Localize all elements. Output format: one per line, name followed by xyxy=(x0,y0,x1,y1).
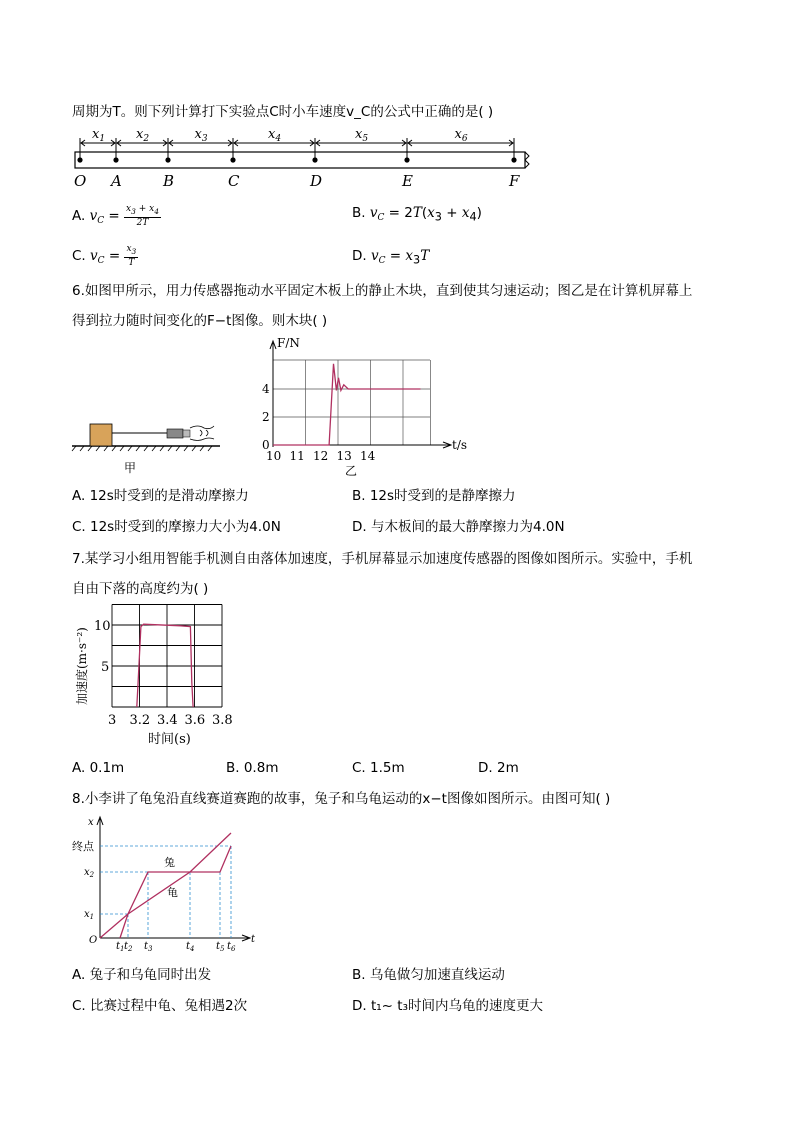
q7-option-a[interactable]: A. 0.1m xyxy=(72,760,125,776)
y-tick-label: 4 xyxy=(262,382,270,396)
tortoise-series-line xyxy=(100,833,231,938)
q5-stem: 周期为T。则下列计算打下实验点C时小车速度v_C的公式中正确的是( ) xyxy=(72,104,494,120)
x-tick-label: 10 xyxy=(266,449,282,463)
force-time-chart xyxy=(255,335,475,485)
tape-segment-label: $x_1$ xyxy=(92,127,106,144)
tape-point-label: F xyxy=(509,172,520,190)
q7-line1: 7.某学习小组用智能手机测自由落体加速度，手机屏幕显示加速度传感器的图像如图所示。实验中，手机 xyxy=(72,551,693,567)
q6-line2: 得到拉力随时间变化的F−t图像。则木块( ) xyxy=(72,313,328,329)
q8-option-c[interactable]: C. 比赛过程中龟、兔相遇2次 xyxy=(72,998,248,1014)
tape-dot-A xyxy=(113,157,118,162)
q7-option-c[interactable]: C. 1.5m xyxy=(352,760,405,776)
force-series-line xyxy=(273,364,421,445)
q8-option-a[interactable]: A. 兔子和乌龟同时出发 xyxy=(72,967,212,983)
y-tick-label: 5 xyxy=(101,660,110,675)
y-tick-label: 2 xyxy=(262,410,270,424)
tape-point-label: O xyxy=(74,172,87,190)
tape-segment-label: $x_4$ xyxy=(268,127,282,144)
x-tick-label: $t_2$ xyxy=(124,941,133,953)
tape-dot-F xyxy=(511,157,516,162)
tape-point-label: D xyxy=(310,172,323,190)
y-tick-label: $x_2$ xyxy=(84,867,95,879)
y-axis-label: 加速度(m·s⁻²) xyxy=(75,627,89,705)
q5-option-c[interactable]: C. $v_C$ = $\frac{x_3}{T}$ xyxy=(72,244,137,268)
x-tick-label: 13 xyxy=(336,449,352,463)
q7-line2: 自由下落的高度约为( ) xyxy=(72,581,209,597)
x-tick-label: 3.6 xyxy=(184,713,206,728)
q8-option-b[interactable]: B. 乌龟做匀加速直线运动 xyxy=(352,967,505,983)
tape-segment-label: $x_2$ xyxy=(136,127,150,144)
tape-dot-D xyxy=(312,157,317,162)
q5-option-d[interactable]: D. $v_C = x_3T$ xyxy=(352,248,430,267)
tape-segment-label: $x_6$ xyxy=(454,127,468,144)
tape-dot-B xyxy=(165,157,170,162)
tape-point-label: A xyxy=(111,172,122,190)
y-axis-label: F/N xyxy=(277,336,300,350)
x-axis-label: 时间(s) xyxy=(148,732,191,747)
x-axis-label: t/s xyxy=(452,438,468,452)
x-tick-label: 3.8 xyxy=(212,713,233,728)
origin-label: O xyxy=(89,935,98,946)
x-tick-label: 11 xyxy=(289,449,305,463)
x-tick-label: $t_5$ xyxy=(216,941,225,953)
fig-jia-label: 甲 xyxy=(124,461,137,475)
q7-option-d[interactable]: D. 2m xyxy=(478,760,519,776)
y-tick-label: $x_1$ xyxy=(84,909,95,921)
apparatus-figure xyxy=(70,418,230,468)
q6-option-a[interactable]: A. 12s时受到的是滑动摩擦力 xyxy=(72,488,249,504)
tortoise-label: 龟 xyxy=(167,886,178,899)
tape-dot-C xyxy=(230,157,235,162)
fig-yi-label: 乙 xyxy=(345,464,358,478)
q8-line1: 8.小李讲了龟兔沿直线赛道赛跑的故事，兔子和乌龟运动的x−t图像如图所示。由图可知( ) xyxy=(72,791,611,807)
tortoise-hare-xt-chart xyxy=(70,813,270,953)
x-tick-label: $t_1$ xyxy=(116,941,125,953)
y-tick-label: 10 xyxy=(94,619,111,634)
q7-option-b[interactable]: B. 0.8m xyxy=(226,760,279,776)
paper-tape xyxy=(75,152,525,168)
q5-option-a[interactable]: A. $v_C$ = $\frac{x_3 + x_4}{2T}$ xyxy=(72,204,160,228)
x-tick-label: $t_4$ xyxy=(186,941,195,953)
x-tick-label: $t_6$ xyxy=(227,941,236,953)
wooden-block xyxy=(90,424,112,446)
q6-option-c[interactable]: C. 12s时受到的摩擦力大小为4.0N xyxy=(72,519,281,535)
q6-option-d[interactable]: D. 与木板间的最大静摩擦力为4.0N xyxy=(352,519,565,535)
force-sensor xyxy=(167,429,183,438)
tape-point-label: B xyxy=(163,172,175,190)
q8-option-d[interactable]: D. t₁~ t₃时间内乌龟的速度更大 xyxy=(352,998,543,1014)
tape-segment-label: $x_5$ xyxy=(355,127,369,144)
y-axis-label: x xyxy=(88,817,94,828)
q5-option-b[interactable]: B. $v_C = 2T(x_3 + x_4)$ xyxy=(352,205,482,224)
rabbit-label: 兔 xyxy=(164,856,175,869)
tape-point-label: C xyxy=(228,172,240,190)
q6-line1: 6.如图甲所示，用力传感器拖动水平固定木板上的静止木块，直到使其匀速运动；图乙是在计算机屏幕上 xyxy=(72,283,693,299)
x-tick-label: 3.4 xyxy=(157,713,178,728)
x-tick-label: 3.2 xyxy=(129,713,151,728)
x-tick-label: 14 xyxy=(360,449,376,463)
q6-option-b[interactable]: B. 12s时受到的是静摩擦力 xyxy=(352,488,516,504)
q5-tape-figure xyxy=(0,0,794,200)
tape-point-label: E xyxy=(402,172,413,190)
y-tick-label: 终点 xyxy=(72,840,94,853)
y-tick-label: 0 xyxy=(262,438,270,452)
tape-dot-E xyxy=(404,157,409,162)
tape-dot-O xyxy=(77,157,82,162)
acceleration-time-chart xyxy=(66,603,256,753)
x-tick-label: 12 xyxy=(313,449,329,463)
x-tick-label: 3 xyxy=(108,713,117,728)
x-tick-label: $t_3$ xyxy=(144,941,153,953)
tape-segment-label: $x_3$ xyxy=(194,127,208,144)
hand-icon xyxy=(190,426,214,441)
x-axis-label: t xyxy=(251,934,256,945)
